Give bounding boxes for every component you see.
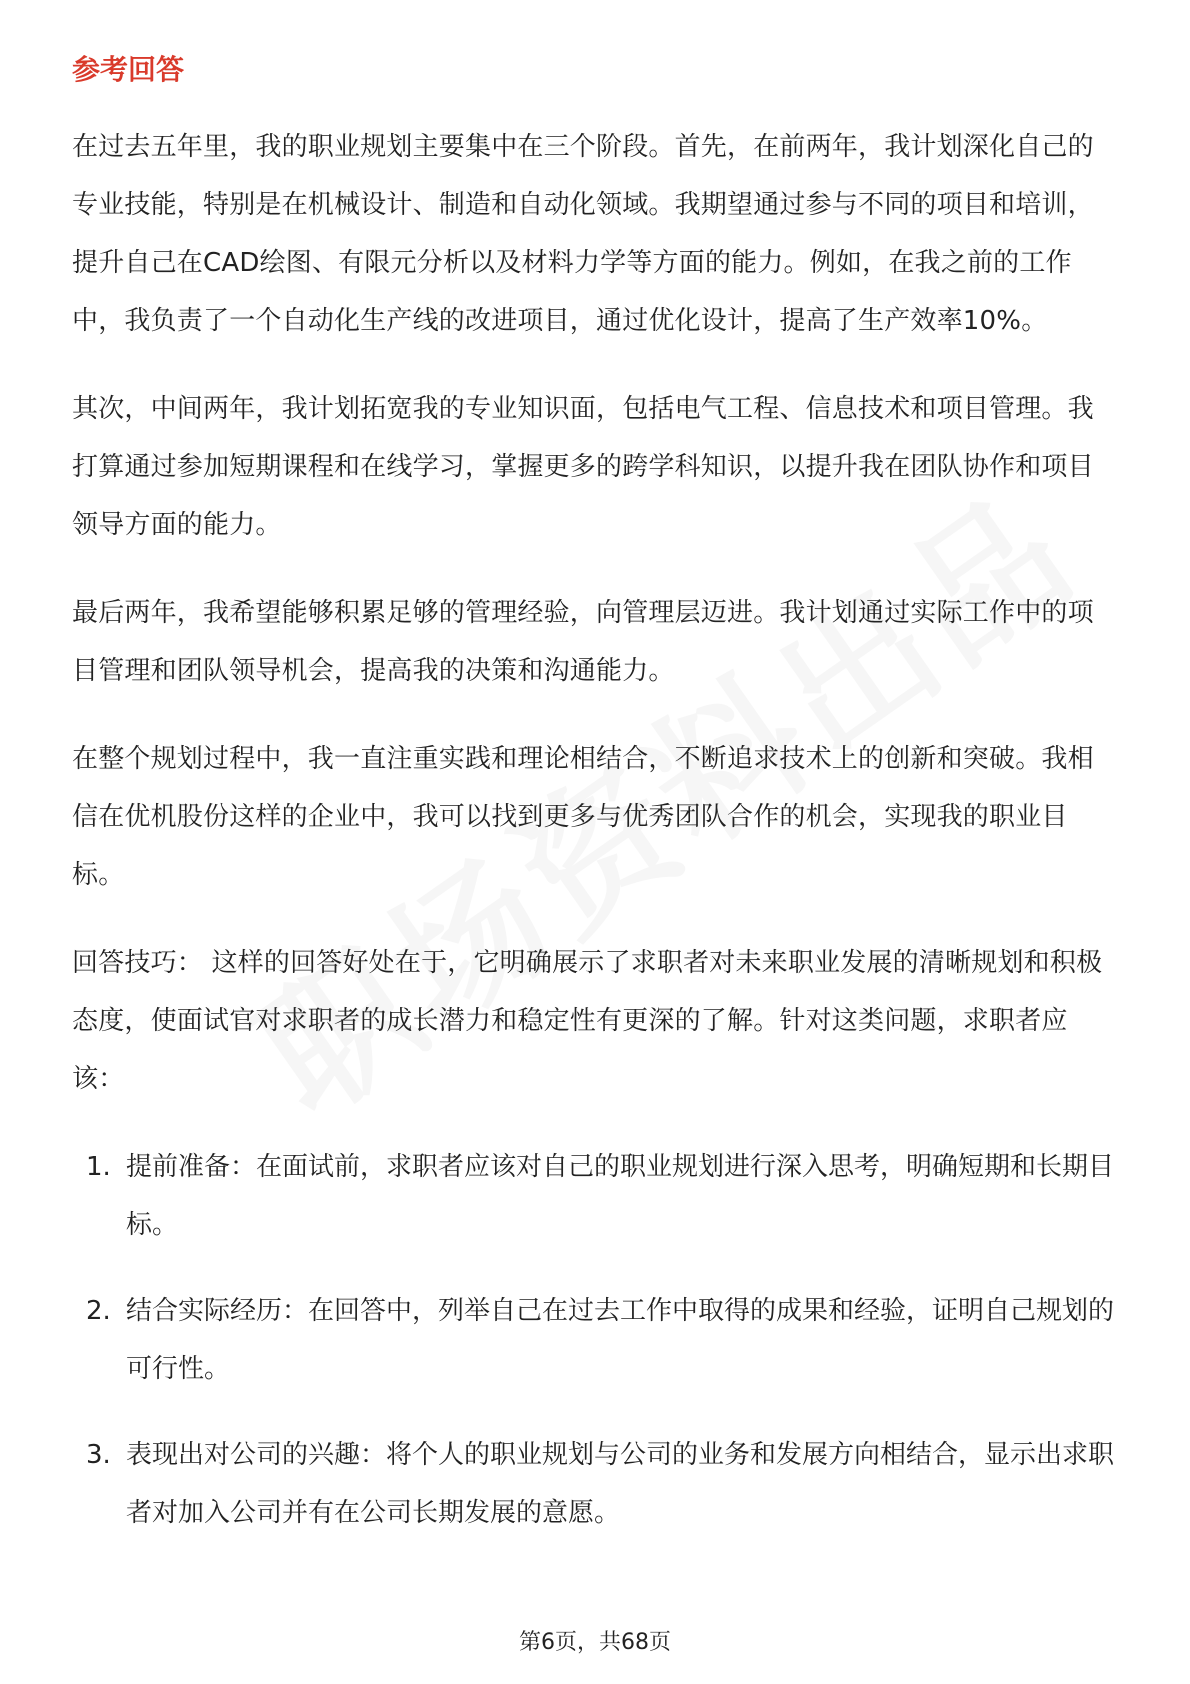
list-number: 2. (86, 1296, 111, 1326)
list-text: 表现出对公司的兴趣：将个人的职业规划与公司的业务和发展方向相结合，显示出求职者对加入公司并有在公司长期发展的意愿。 (126, 1440, 1115, 1528)
list-text: 结合实际经历：在回答中，列举自己在过去工作中取得的成果和经验，证明自己规划的可行性。 (126, 1296, 1115, 1384)
list-item (72, 1426, 1117, 1542)
tips-paragraph: 回答技巧： 这样的回答好处在于，它明确展示了求职者对未来职业发展的清晰规划和积极态度，使面试官对求职者的成长潜力和稳定性有更深的了解。针对这类问题，求职者应该： (72, 948, 1103, 1094)
list-item (72, 1282, 1117, 1398)
page-number: 第6页，共68页 (519, 1630, 671, 1655)
paragraph-3: 最后两年，我希望能够积累足够的管理经验，向管理层迈进。我计划通过实际工作中的项目管理和团队领导机会，提高我的决策和沟通能力。 (72, 598, 1094, 686)
list-item (72, 1138, 1117, 1254)
paragraph-4: 在整个规划过程中，我一直注重实践和理论相结合，不断追求技术上的创新和突破。我相信在优机股份这样的企业中，我可以找到更多与优秀团队合作的机会，实现我的职业目标。 (72, 744, 1094, 890)
paragraph-1: 在过去五年里，我的职业规划主要集中在三个阶段。首先，在前两年，我计划深化自己的专业技能，特别是在机械设计、制造和自动化领域。我期望通过参与不同的项目和培训，提升自己在CAD绘图、有限元分析以及材料力学等方面的能力。例如，在我之前的工作中，我负责了一个自动化生产线的改进项目，通过优化设计，提高了生产效率10%。 (72, 132, 1094, 336)
list-text: 提前准备：在面试前，求职者应该对自己的职业规划进行深入思考，明确短期和长期目标。 (126, 1152, 1115, 1240)
tips-list (72, 1138, 1117, 1542)
paragraph-2: 其次，中间两年，我计划拓宽我的专业知识面，包括电气工程、信息技术和项目管理。我打算通过参加短期课程和在线学习，掌握更多的跨学科知识，以提升我在团队协作和项目领导方面的能力。 (72, 394, 1094, 540)
list-number: 3. (86, 1440, 111, 1470)
list-number: 1. (86, 1152, 111, 1182)
section-heading: 参考回答 (72, 53, 185, 86)
answer-content (72, 118, 1117, 1570)
